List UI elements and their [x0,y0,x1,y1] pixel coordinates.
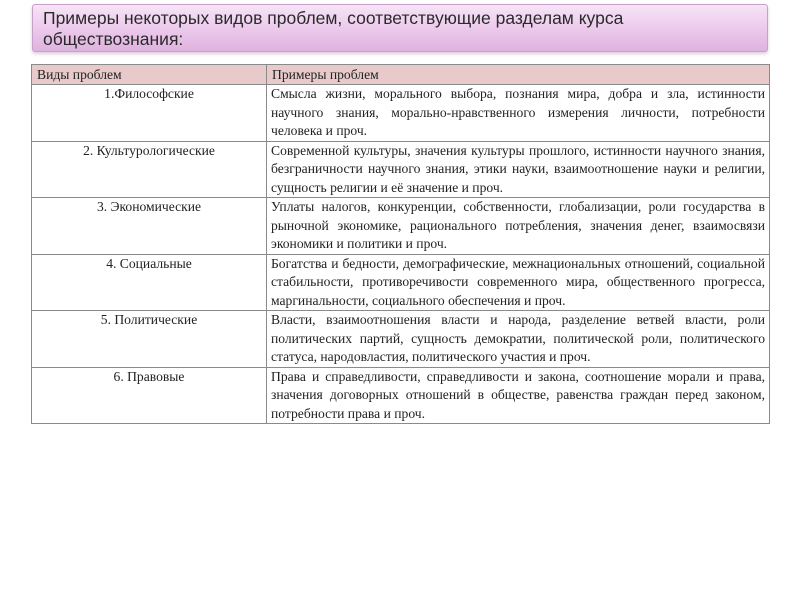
row-examples-social: Богатства и бедности, демографические, межнациональных отношений, социальной стабильности, противоречивости современного мира, общественного прогресса, маргинальности, социального обеспечения и проч. [267,254,770,311]
header-problem-types: Виды проблем [32,65,267,85]
row-kind-social: 4. Социальные [32,254,267,311]
table-row [32,254,770,311]
slide-title-banner [32,4,768,52]
row-kind-political: 5. Политические [32,311,267,368]
table-row [32,198,770,255]
table-row [32,311,770,368]
row-examples-economic: Уплаты налогов, конкуренции, собственности, глобализации, роли государства в рыночной экономике, рационального потребления, значения денег, взаимосвязи экономики и политики и проч. [267,198,770,255]
row-kind-legal: 6. Правовые [32,367,267,424]
row-examples-political: Власти, взаимоотношения власти и народа, разделение ветвей власти, роли политических партий, сущность демократии, политической роли, политического статуса, народовластия, политического участия и проч. [267,311,770,368]
row-examples-legal: Права и справедливости, справедливости и закона, соотношение морали и права, значения договорных отношений в обществе, равенства граждан перед законом, потребности права и проч. [267,367,770,424]
table-row [32,141,770,198]
row-kind-cultural: 2. Культурологические [32,141,267,198]
table-row [32,367,770,424]
table-header-row [32,65,770,85]
slide-title: Примеры некоторых видов проблем, соответствующие разделам курса обществознания: [43,8,624,49]
row-kind-economic: 3. Экономические [32,198,267,255]
row-kind-philosophical: 1.Философские [32,85,267,142]
table-row [32,85,770,142]
header-problem-examples: Примеры проблем [267,65,770,85]
row-examples-philosophical: Смысла жизни, морального выбора, познания мира, добра и зла, истинности научного знания, морально-нравственного измерения личности, потребности человека и проч. [267,85,770,142]
problems-table [31,64,770,424]
row-examples-cultural: Современной культуры, значения культуры прошлого, истинности научного знания, безграничности научного знания, этики науки, взаимоотношение науки и религии, сущность религии и её значение и проч. [267,141,770,198]
